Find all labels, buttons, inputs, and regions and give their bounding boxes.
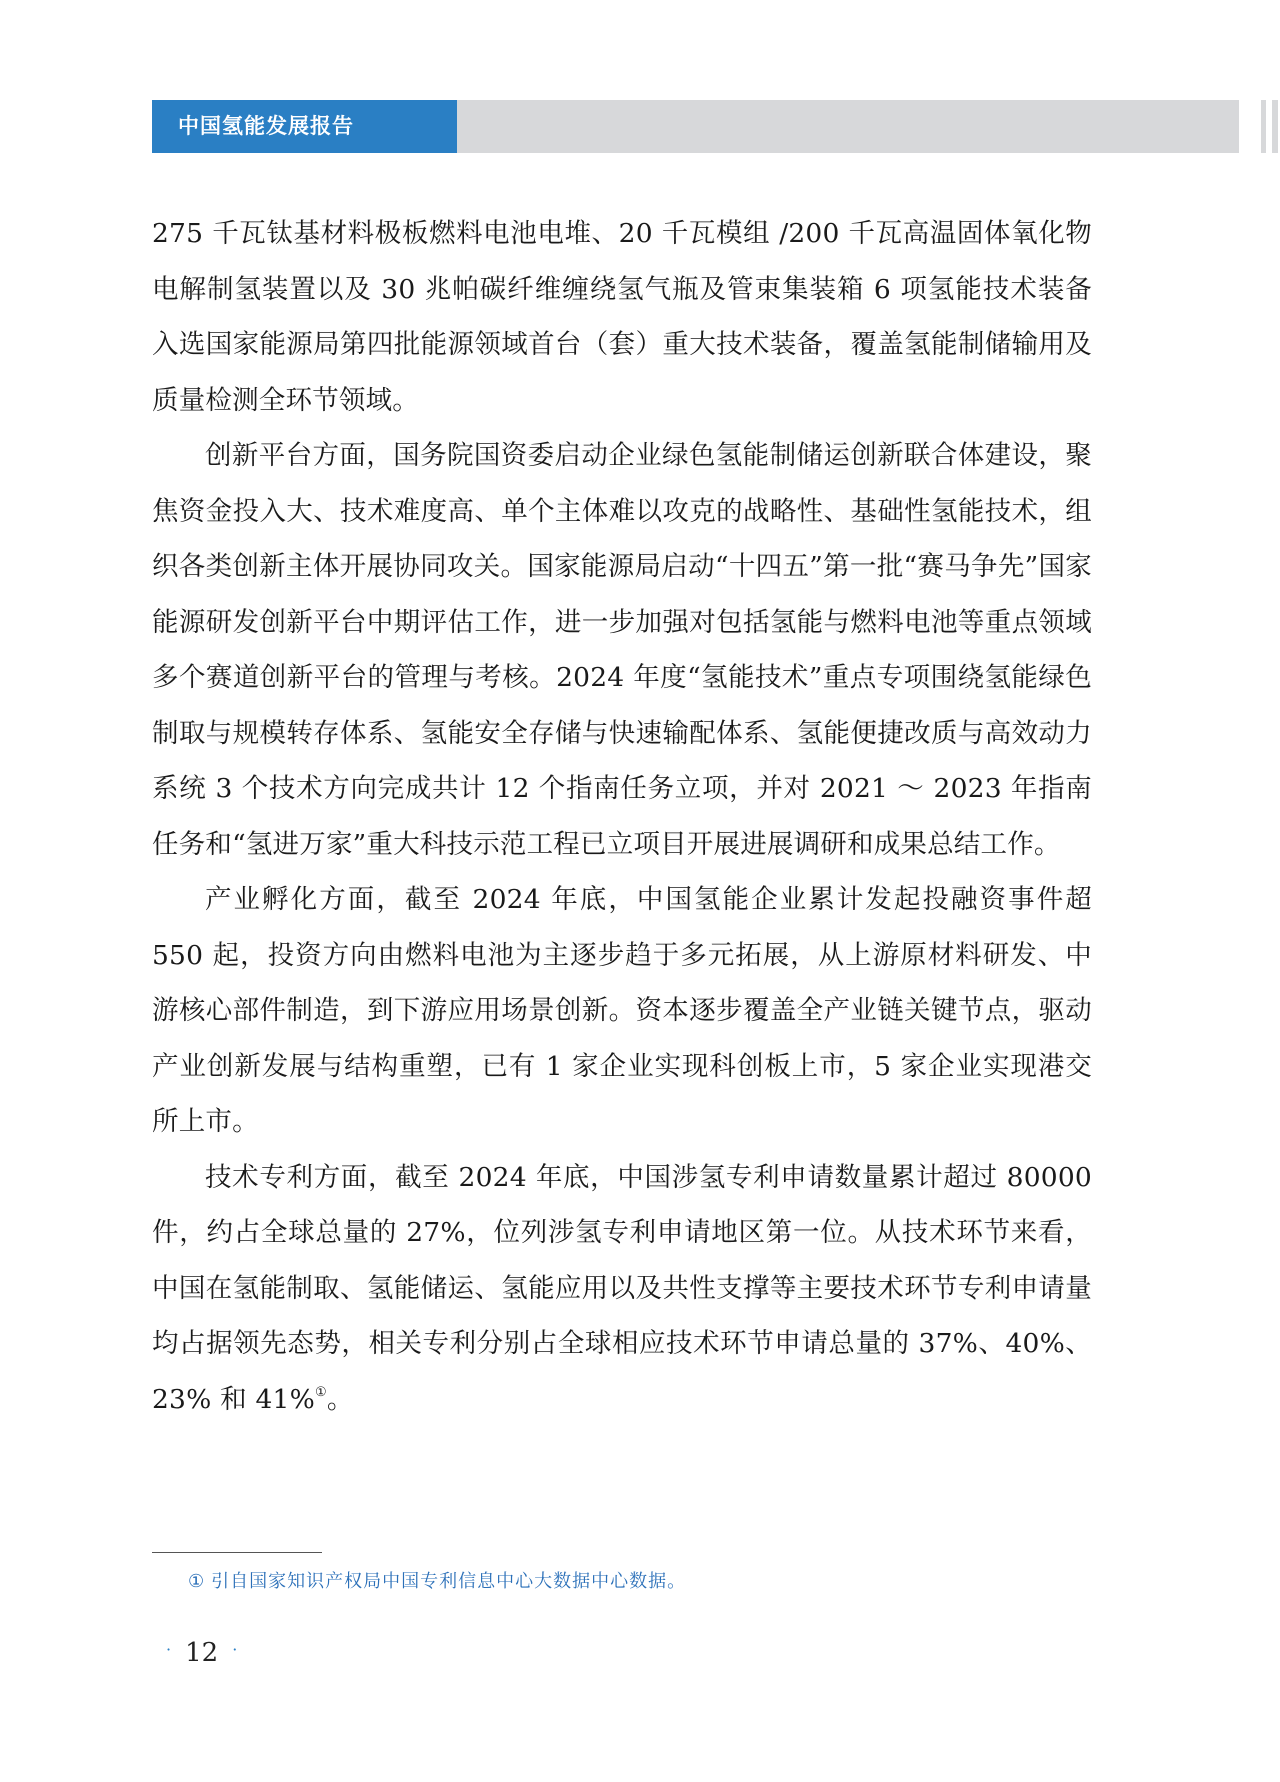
footnote-divider <box>152 1552 322 1553</box>
report-title: 中国氢能发展报告 <box>152 100 457 153</box>
paragraph <box>152 1150 1092 1428</box>
running-header <box>152 100 1240 153</box>
body-text <box>152 206 1092 1427</box>
page-number <box>152 1638 251 1668</box>
page-number-value: 12 <box>185 1638 219 1668</box>
paragraph: 创新平台方面，国务院国资委启动企业绿色氢能制储运创新联合体建设，聚焦资金投入大、技术难度高、单个主体难以攻克的战略性、基础性氢能技术，组织各类创新主体开展协同攻关。国家能源局启动“十四五”第一批“赛马争先”国家能源研发创新平台中期评估工作，进一步加强对包括氢能与燃料电池等重点领域多个赛道创新平台的管理与考核。2024 年度“氢能技术”重点专项围绕氢能绿色制取与规模转存体系、氢能安全存储与快速输配体系、氢能便捷改质与高效动力系统 3 个技术方向完成共计 12 个指南任务立项，并对 2021 ～ 2023 年指南任务和“氢进万家”重大科技示范工程已立项目开展进展调研和成果总结工作。 <box>152 440 1092 860</box>
footnote <box>188 1567 686 1593</box>
footnote-text: 引自国家知识产权局中国专利信息中心大数据中心数据。 <box>211 1571 687 1592</box>
page-dot-left: · <box>166 1640 172 1659</box>
header-bar <box>457 100 1239 153</box>
paragraph: 275 千瓦钛基材料极板燃料电池电堆、20 千瓦模组 /200 千瓦高温固体氧化物电解制氢装置以及 30 兆帕碳纤维缠绕氢气瓶及管束集装箱 6 项氢能技术装备入选国家能源局第四批能源领域首台（套）重大技术装备，覆盖氢能制储输用及质量检测全环节领域。 <box>152 218 1092 416</box>
header-stripe <box>1261 100 1266 153</box>
paragraph-end: 。 <box>326 1383 354 1415</box>
header-stripe <box>1272 100 1278 153</box>
paragraph: 产业孵化方面，截至 2024 年底，中国氢能企业累计发起投融资事件超 550 起，投资方向由燃料电池为主逐步趋于多元拓展，从上游原材料研发、中游核心部件制造，到下游应用场景创新。资本逐步覆盖全产业链关键节点，驱动产业创新发展与结构重塑，已有 1 家企业实现科创板上市，5 家企业实现港交所上市。 <box>152 884 1092 1137</box>
paragraph-text: 技术专利方面，截至 2024 年底，中国涉氢专利申请数量累计超过 80000 件，约占全球总量的 27%，位列涉氢专利申请地区第一位。从技术环节来看，中国在氢能制取、氢能储运、氢能应用以及共性支撑等主要技术环节专利申请量均占据领先态势，相关专利分别占全球相应技术环节申请总量的 37%、40%、23% 和 41% <box>152 1161 1092 1415</box>
page-dot-right: · <box>232 1640 238 1659</box>
footnote-reference[interactable]: ① <box>314 1384 327 1400</box>
footnote-mark: ① <box>188 1571 206 1592</box>
